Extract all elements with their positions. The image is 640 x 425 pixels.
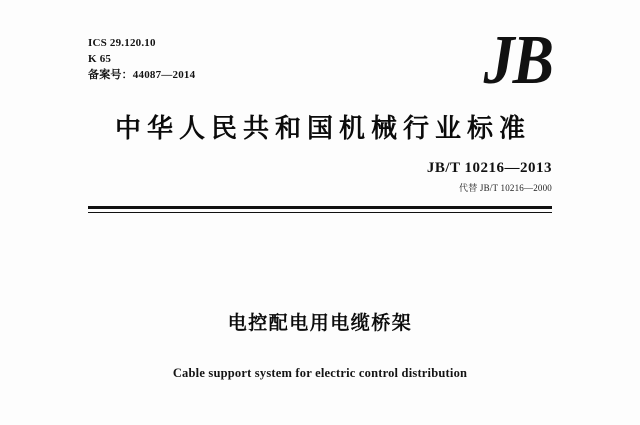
document-title-english: Cable support system for electric control distribution [172,366,468,380]
jb-logo: JB [483,22,552,99]
meta-record-number: 备案号：44087—2014 [88,68,196,81]
standard-meta-block [88,36,195,84]
meta-classification: K 65 [88,52,112,65]
document-title-chinese: 电控配电用电缆桥架 [227,312,413,334]
standard-heading: 中华人民共和国机械行业标准 [114,114,531,144]
divider-thick [88,206,552,209]
meta-ics: ICS 29.120.10 [88,37,156,49]
standard-number-block [427,160,552,194]
divider-thin [88,212,552,213]
standard-number: JB/T 10216—2013 [426,160,552,176]
standard-replaces: 代替 JB/T 10216—2000 [459,183,552,193]
